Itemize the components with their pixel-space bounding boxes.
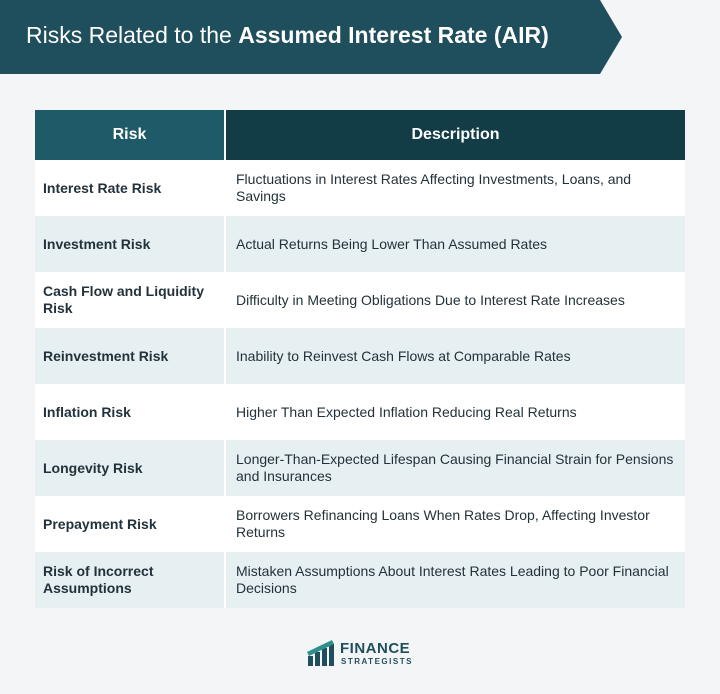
column-header-risk: Risk [35, 110, 225, 160]
risk-cell: Cash Flow and Liquidity Risk [35, 272, 225, 328]
title-prefix: Risks Related to the [26, 22, 239, 48]
risk-cell: Risk of Incorrect Assumptions [35, 552, 225, 608]
description-cell: Fluctuations in Interest Rates Affecting Investments, Loans, and Savings [225, 160, 685, 216]
description-cell: Inability to Reinvest Cash Flows at Comparable Rates [225, 328, 685, 384]
table-row [35, 160, 685, 216]
description-cell: Difficulty in Meeting Obligations Due to Interest Rate Increases [225, 272, 685, 328]
risk-table-container [35, 110, 685, 608]
description-cell: Longer-Than-Expected Lifespan Causing Financial Strain for Pensions and Insurances [225, 440, 685, 496]
column-header-description: Description [225, 110, 685, 160]
logo-wordmark-finance: FINANCE [340, 640, 411, 657]
risk-cell: Prepayment Risk [35, 496, 225, 552]
description-cell: Actual Returns Being Lower Than Assumed Rates [225, 216, 685, 272]
table-row [35, 216, 685, 272]
page-title [26, 22, 549, 49]
table-row [35, 384, 685, 440]
logo-chart-icon [306, 638, 336, 668]
description-cell: Borrowers Refinancing Loans When Rates Drop, Affecting Investor Returns [225, 496, 685, 552]
description-cell: Higher Than Expected Inflation Reducing Real Returns [225, 384, 685, 440]
table-row [35, 440, 685, 496]
table-header-row [35, 110, 685, 160]
banner-arrow-shape [600, 0, 622, 74]
table-row [35, 496, 685, 552]
risk-cell: Reinvestment Risk [35, 328, 225, 384]
title-banner [0, 0, 600, 74]
risk-cell: Inflation Risk [35, 384, 225, 440]
description-cell: Mistaken Assumptions About Interest Rates Leading to Poor Financial Decisions [225, 552, 685, 608]
title-emphasis: Assumed Interest Rate (AIR) [238, 22, 549, 48]
risk-cell: Longevity Risk [35, 440, 225, 496]
logo-wordmark-strategists: STRATEGISTS [341, 657, 413, 666]
risk-cell: Interest Rate Risk [35, 160, 225, 216]
finance-strategists-logo [306, 636, 436, 670]
risk-table [35, 110, 685, 608]
table-row [35, 552, 685, 608]
table-row [35, 328, 685, 384]
table-row [35, 272, 685, 328]
risk-cell: Investment Risk [35, 216, 225, 272]
